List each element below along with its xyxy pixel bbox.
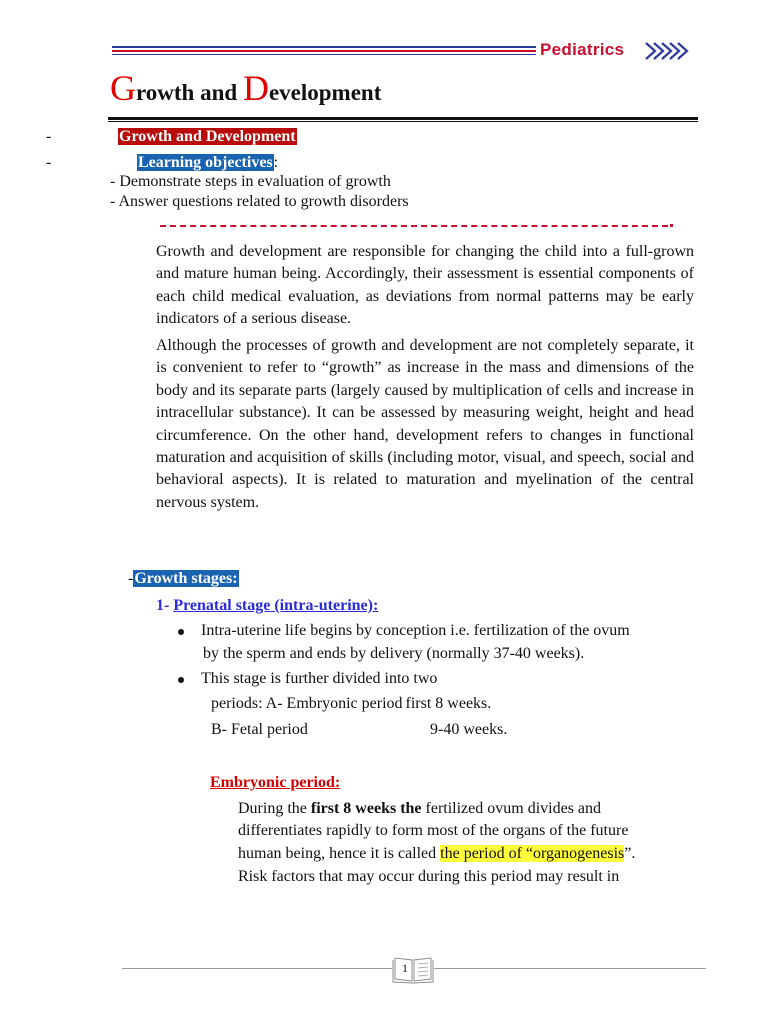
header-rule-red [112,50,536,52]
bullet-icon [178,677,184,683]
bullet-text-continued: by the sperm and ends by delivery (normally 37-40 weeks). [203,645,585,662]
double-chevron-right-icon [644,40,696,62]
section-heading-growth-development [118,128,297,146]
section-heading-learning-objectives [137,154,278,172]
page-title [110,70,381,106]
list-marker: - [128,570,134,587]
list-marker: - [110,193,116,210]
title-part-2: evelopment [268,80,382,105]
heading-suffix: : [273,154,279,171]
embryonic-line-1 [238,800,601,818]
section-heading-growth-stages [128,570,239,588]
heading-text: Learning objectives [138,154,273,171]
page-number: 1 [402,961,408,975]
period-a-label: periods: A- Embryonic period [211,695,403,712]
highlighted-term: the period of “organogenesis [440,845,625,862]
separator-end-dot [670,224,673,227]
list-marker: - [46,128,52,145]
title-rule-thick [108,117,698,120]
periods-line-a [211,695,491,713]
subsection-title: Prenatal stage (intra-uterine): [173,597,379,614]
title-initial-d: D [242,68,269,108]
text-run: fertilized ovum divides and [421,800,602,817]
header-rule-blue-thin [112,54,536,55]
header-subject-label: Pediatrics [540,40,625,59]
bullet-icon [178,629,184,635]
title-rule-thin [108,121,698,122]
subsection-number: 1- [156,597,170,614]
text-run: During the [238,800,311,817]
bullet-text: Intra-uterine life begins by conception i.e. fertilization of the ovum [201,622,630,639]
objective-item [110,173,391,191]
objective-item [110,193,409,211]
paragraph-text: Growth and development are responsible for changing the child into a full-grown and mature human being. Accordingly, their assessment is essential components of each child medical evaluation, as deviations from normal patterns may be early indicators of a serious disease. [156,243,694,328]
intro-paragraph-1 [156,241,694,331]
heading-text: Growth stages: [134,570,238,587]
embryonic-line-3 [238,845,635,863]
subsection-heading-prenatal [156,597,378,615]
embryonic-line-2: differentiates rapidly to form most of the organs of the future [238,822,629,839]
subsection-heading-embryonic [210,774,340,792]
header-rule-blue [112,46,536,48]
embryonic-line-4: Risk factors that may occur during this period may result in [238,868,620,885]
title-initial-g: G [110,68,136,108]
bullet-text: This stage is further divided into two [201,670,438,687]
open-book-icon [392,954,434,984]
period-b-label: B- Fetal period [211,721,308,738]
text-run: ”. [624,845,636,862]
period-b-value: 9-40 weeks. [430,721,508,738]
period-a-value: first 8 weeks. [405,695,492,712]
text-run-bold: first 8 weeks the [310,800,422,817]
subsection-title: Embryonic period: [210,774,341,791]
text-run: human being, hence it is called [238,845,441,862]
list-marker: - [46,154,52,171]
paragraph-text: Although the processes of growth and development are not completely separate, it is convenient to refer to “growth” as increase in the mass and dimensions of the body and its separate parts (largely caused by multiplication of cells and increase in intracellular substance). It can be assessed by measuring weight, height and head circumference. On the other hand, development refers to changes in functional maturation and acquisition of skills (including motor, visual, and speech, social and behavioral aspects). It is related to maturation and myelination of the central nervous system. [156,337,694,511]
list-marker: - [110,173,116,190]
dashed-separator [160,225,668,227]
title-part-1: rowth and [136,80,243,105]
heading-text: Growth and Development [119,128,296,145]
intro-paragraph-2 [156,335,694,514]
objective-text: Demonstrate steps in evaluation of growth [119,173,391,190]
objective-text: Answer questions related to growth disorders [118,193,409,210]
